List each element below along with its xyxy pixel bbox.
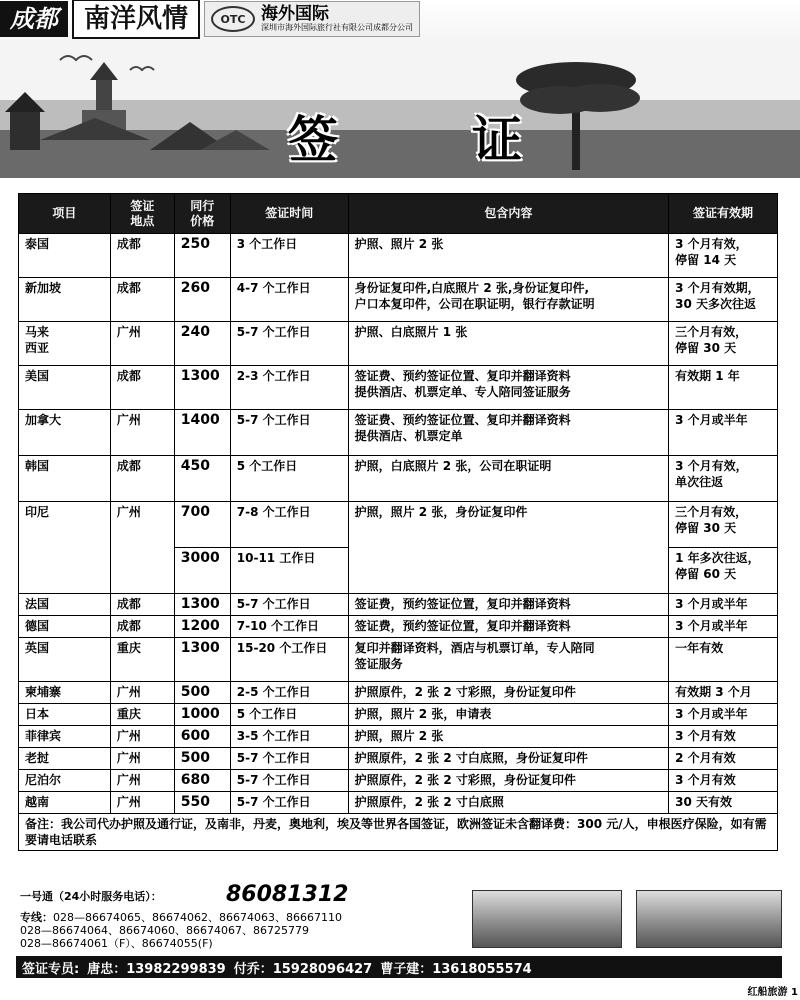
cell-item: 菲律宾 bbox=[19, 726, 111, 748]
cell-item: 日本 bbox=[19, 704, 111, 726]
cell-location: 广州 bbox=[110, 502, 174, 594]
cell-price: 450 bbox=[174, 456, 230, 502]
cell-validity: 3 个月或半年 bbox=[669, 594, 778, 616]
table-row bbox=[19, 234, 778, 278]
table-row bbox=[19, 594, 778, 616]
cell-item: 越南 bbox=[19, 792, 111, 814]
cell-price: 3000 bbox=[174, 548, 230, 594]
cell-time: 2-3 个工作日 bbox=[230, 366, 348, 410]
table-row bbox=[19, 704, 778, 726]
cell-time: 5-7 个工作日 bbox=[230, 594, 348, 616]
cell-content: 复印并翻译资料，酒店与机票订单，专人陪同 签证服务 bbox=[348, 638, 668, 682]
cell-time: 5-7 个工作日 bbox=[230, 322, 348, 366]
cell-time: 5 个工作日 bbox=[230, 456, 348, 502]
cell-price: 250 bbox=[174, 234, 230, 278]
cell-price: 1200 bbox=[174, 616, 230, 638]
cell-time: 3 个工作日 bbox=[230, 234, 348, 278]
cell-price: 1300 bbox=[174, 594, 230, 616]
cell-content: 护照原件，2 张 2 寸彩照，身份证复印件 bbox=[348, 682, 668, 704]
hotline-label: 一号通（24小时服务电话）： bbox=[20, 890, 162, 903]
cell-time: 15-20 个工作日 bbox=[230, 638, 348, 682]
table-row bbox=[19, 682, 778, 704]
table-row bbox=[19, 502, 778, 548]
cell-location: 重庆 bbox=[110, 704, 174, 726]
cell-time: 7-10 个工作日 bbox=[230, 616, 348, 638]
table-row bbox=[19, 366, 778, 410]
cell-item: 印尼 bbox=[19, 502, 111, 594]
table-row bbox=[19, 770, 778, 792]
pier-photo bbox=[636, 890, 782, 948]
cell-time: 5-7 个工作日 bbox=[230, 792, 348, 814]
agency-name: 海外国际 bbox=[261, 4, 330, 24]
cell-content: 护照，白底照片 2 张，公司在职证明 bbox=[348, 456, 668, 502]
phone-line-2: 028—86674064、86674060、86674067、86725779 bbox=[20, 924, 309, 937]
title-char-right: 证 bbox=[472, 111, 522, 169]
cell-validity: 30 天有效 bbox=[669, 792, 778, 814]
cell-location: 广州 bbox=[110, 748, 174, 770]
cell-price: 240 bbox=[174, 322, 230, 366]
staff-contact-2: 付乔：15928096427 bbox=[233, 961, 373, 977]
cell-item: 尼泊尔 bbox=[19, 770, 111, 792]
cell-content: 签证费、预约签证位置、复印并翻译资料 提供酒店、机票定单 bbox=[348, 410, 668, 456]
table-body bbox=[19, 234, 778, 851]
cell-price: 1300 bbox=[174, 638, 230, 682]
cell-content: 护照，照片 2 张，申请表 bbox=[348, 704, 668, 726]
agency-logo-box bbox=[204, 1, 420, 37]
cell-content: 护照、照片 2 张 bbox=[348, 234, 668, 278]
cell-time: 3-5 个工作日 bbox=[230, 726, 348, 748]
table-note: 备注：我公司代办护照及通行证，及南非，丹麦，奥地利，埃及等世界各国签证，欧洲签证未含翻译费：300 元/人，申根医疗保险，如有需要请电话联系 bbox=[19, 814, 778, 851]
col-header-validity: 签证有效期 bbox=[669, 194, 778, 234]
cell-content: 签证费，预约签证位置，复印并翻译资料 bbox=[348, 616, 668, 638]
col-header-item: 项目 bbox=[19, 194, 111, 234]
cell-validity: 3 个月或半年 bbox=[669, 410, 778, 456]
table-row bbox=[19, 638, 778, 682]
cell-time: 2-5 个工作日 bbox=[230, 682, 348, 704]
cell-validity: 三个月有效， 停留 30 天 bbox=[669, 502, 778, 548]
lines-label: 专线： bbox=[20, 911, 53, 924]
cell-validity: 3 个月或半年 bbox=[669, 704, 778, 726]
cell-validity: 3 个月有效， 停留 14 天 bbox=[669, 234, 778, 278]
cell-location: 成都 bbox=[110, 278, 174, 322]
cell-time: 5-7 个工作日 bbox=[230, 770, 348, 792]
cell-validity: 三个月有效， 停留 30 天 bbox=[669, 322, 778, 366]
cell-price: 1300 bbox=[174, 366, 230, 410]
cell-item: 泰国 bbox=[19, 234, 111, 278]
cell-location: 广州 bbox=[110, 726, 174, 748]
staff-contact-1: 唐忠：13982299839 bbox=[87, 961, 226, 977]
table-row bbox=[19, 322, 778, 366]
cell-validity: 一年有效 bbox=[669, 638, 778, 682]
corner-mark: 红船旅游 1 bbox=[747, 987, 798, 998]
cell-content: 护照原件，2 张 2 寸白底照，身份证复印件 bbox=[348, 748, 668, 770]
table-header-row bbox=[19, 194, 778, 234]
note-row bbox=[19, 814, 778, 851]
cell-price: 1000 bbox=[174, 704, 230, 726]
cell-validity: 有效期 1 年 bbox=[669, 366, 778, 410]
beach-photo bbox=[472, 890, 622, 948]
cell-time: 5-7 个工作日 bbox=[230, 410, 348, 456]
cell-validity: 3 个月有效期， 30 天多次往返 bbox=[669, 278, 778, 322]
cell-content: 护照原件，2 张 2 寸白底照 bbox=[348, 792, 668, 814]
cell-content: 身份证复印件,白底照片 2 张,身份证复印件, 户口本复印件，公司在职证明，银行存款证明 bbox=[348, 278, 668, 322]
cell-content: 护照、白底照片 1 张 bbox=[348, 322, 668, 366]
table-row bbox=[19, 792, 778, 814]
cell-location: 广州 bbox=[110, 682, 174, 704]
agency-text bbox=[261, 5, 413, 33]
cell-price: 260 bbox=[174, 278, 230, 322]
cell-location: 成都 bbox=[110, 594, 174, 616]
otc-logo: OTC bbox=[211, 6, 255, 32]
cell-location: 广州 bbox=[110, 410, 174, 456]
cell-location: 广州 bbox=[110, 792, 174, 814]
staff-contact-3: 曹子建：13618055574 bbox=[380, 961, 532, 977]
cell-validity: 2 个月有效 bbox=[669, 748, 778, 770]
cell-time: 5-7 个工作日 bbox=[230, 748, 348, 770]
footer-contact-bar bbox=[16, 956, 782, 978]
cell-validity: 3 个月有效 bbox=[669, 770, 778, 792]
cell-validity: 3 个月有效， 单次往返 bbox=[669, 456, 778, 502]
cell-item: 韩国 bbox=[19, 456, 111, 502]
cell-price: 500 bbox=[174, 682, 230, 704]
table-row bbox=[19, 616, 778, 638]
footer-label: 签证专员: bbox=[22, 961, 80, 977]
cell-location: 广州 bbox=[110, 770, 174, 792]
cell-item: 加拿大 bbox=[19, 410, 111, 456]
cell-time: 10-11 工作日 bbox=[230, 548, 348, 594]
title-char-left: 签 bbox=[288, 111, 338, 169]
table-row bbox=[19, 278, 778, 322]
cell-content: 签证费，预约签证位置，复印并翻译资料 bbox=[348, 594, 668, 616]
phone-line-1: 028—86674065、86674062、86674063、86667110 bbox=[53, 911, 342, 924]
cell-price: 1400 bbox=[174, 410, 230, 456]
table-row bbox=[19, 456, 778, 502]
visa-table bbox=[18, 193, 778, 851]
cell-time: 7-8 个工作日 bbox=[230, 502, 348, 548]
col-header-price: 同行 价格 bbox=[174, 194, 230, 234]
cell-location: 成都 bbox=[110, 616, 174, 638]
hotline-number: 86081312 bbox=[226, 882, 349, 907]
cell-location: 广州 bbox=[110, 322, 174, 366]
col-header-content: 包含内容 bbox=[348, 194, 668, 234]
col-header-location: 签证 地点 bbox=[110, 194, 174, 234]
cell-price: 700 bbox=[174, 502, 230, 548]
brand-bar bbox=[0, 0, 420, 38]
cell-location: 重庆 bbox=[110, 638, 174, 682]
cell-content: 护照原件，2 张 2 寸彩照，身份证复印件 bbox=[348, 770, 668, 792]
cell-location: 成都 bbox=[110, 456, 174, 502]
cell-item: 美国 bbox=[19, 366, 111, 410]
cell-validity: 1 年多次往返， 停留 60 天 bbox=[669, 548, 778, 594]
header-banner bbox=[0, 0, 800, 178]
cell-location: 成都 bbox=[110, 234, 174, 278]
cell-content: 签证费、预约签证位置、复印并翻译资料 提供酒店、机票定单、专人陪同签证服务 bbox=[348, 366, 668, 410]
cell-item: 新加坡 bbox=[19, 278, 111, 322]
cell-content: 护照，照片 2 张 bbox=[348, 726, 668, 748]
phone-line-3: 028—86674061（F）、86674055(F) bbox=[20, 937, 213, 950]
cell-item: 英国 bbox=[19, 638, 111, 682]
cell-validity: 3 个月有效 bbox=[669, 726, 778, 748]
cell-price: 680 bbox=[174, 770, 230, 792]
cell-content: 护照，照片 2 张，身份证复印件 bbox=[348, 502, 668, 594]
cell-item: 德国 bbox=[19, 616, 111, 638]
cell-time: 5 个工作日 bbox=[230, 704, 348, 726]
cell-validity: 有效期 3 个月 bbox=[669, 682, 778, 704]
cell-item: 老挝 bbox=[19, 748, 111, 770]
brand-slogan: 南洋风情 bbox=[72, 0, 200, 39]
cell-price: 500 bbox=[174, 748, 230, 770]
phone-lines bbox=[20, 911, 342, 950]
page-title bbox=[280, 108, 530, 169]
cell-item: 柬埔寨 bbox=[19, 682, 111, 704]
table-row bbox=[19, 748, 778, 770]
cell-location: 成都 bbox=[110, 366, 174, 410]
table-row bbox=[19, 410, 778, 456]
cell-item: 马来 西亚 bbox=[19, 322, 111, 366]
brand-city: 成都 bbox=[0, 1, 68, 37]
cell-price: 600 bbox=[174, 726, 230, 748]
cell-validity: 3 个月或半年 bbox=[669, 616, 778, 638]
cell-item: 法国 bbox=[19, 594, 111, 616]
col-header-time: 签证时间 bbox=[230, 194, 348, 234]
agency-subtitle: 深圳市海外国际旅行社有限公司成都分公司 bbox=[261, 23, 414, 32]
table-row bbox=[19, 726, 778, 748]
cell-price: 550 bbox=[174, 792, 230, 814]
cell-time: 4-7 个工作日 bbox=[230, 278, 348, 322]
